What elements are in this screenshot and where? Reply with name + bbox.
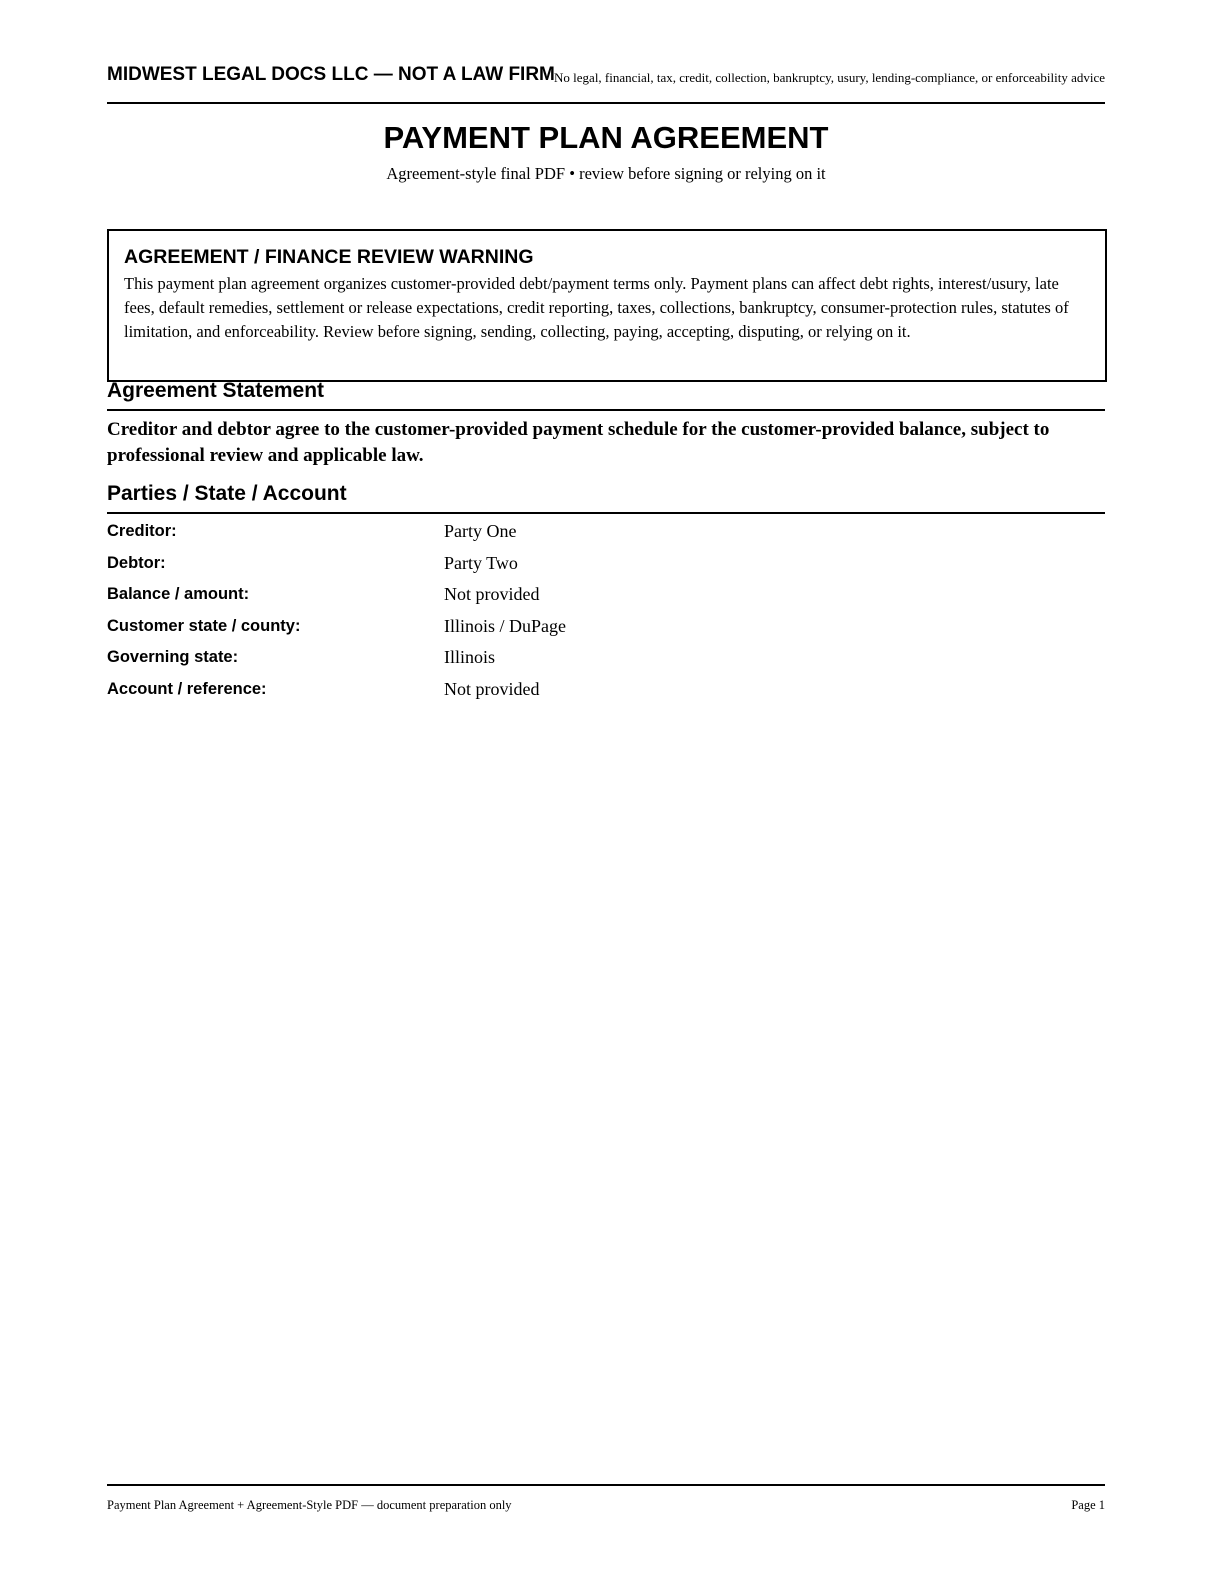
field-value: Illinois — [444, 647, 496, 668]
field-value: Party One — [444, 521, 517, 541]
field-label: Governing state: — [107, 648, 239, 667]
field-label: Customer state / county: — [107, 616, 301, 635]
company-brand: MIDWEST LEGAL DOCS LLC — NOT A LAW FIRM — [107, 64, 555, 85]
warning-title: AGREEMENT / FINANCE REVIEW WARNING — [124, 246, 534, 268]
field-row-customer-state — [107, 615, 1105, 647]
page-number: Page 1 — [1071, 1498, 1105, 1512]
field-value: Not provided — [444, 584, 540, 605]
header-disclaimer: No legal, financial, tax, credit, collection, bankruptcy, usury, lending-compliance, or enforceability advice — [554, 70, 1105, 85]
field-value: Illinois / DuPage — [444, 615, 566, 636]
section-heading-parties: Parties / State / Account — [107, 482, 1105, 514]
field-value: Party Two — [444, 552, 518, 573]
field-row-debtor — [107, 552, 1105, 584]
warning-box — [107, 229, 1107, 382]
page-footer — [107, 1484, 1105, 1516]
agreement-statement-text: Creditor and debtor agree to the customer-provided payment schedule for the customer-provided balance, subject to professional review and applicable law. — [107, 419, 1050, 466]
document-subtitle: Agreement-style final PDF • review before signing or relying on it — [386, 164, 826, 183]
document-title: PAYMENT PLAN AGREEMENT — [383, 120, 829, 155]
warning-body: This payment plan agreement organizes customer-provided debt/payment terms only. Payment plans can affect debt rights, interest/usury, late fees, default remedies, settlement or release expectations, credit reporting, taxes, collections, bankruptcy, consumer-protection rules, statutes of limitation, and enforceability. Review before signing, sending, collecting, paying, accepting, disputing, or relying on it. — [124, 274, 1069, 341]
field-value: Not provided — [444, 678, 540, 699]
field-label: Balance / amount: — [107, 585, 250, 604]
field-label: Creditor: — [107, 522, 177, 540]
parties-table — [107, 520, 1105, 710]
section-heading-agreement-statement: Agreement Statement — [107, 379, 1105, 411]
field-row-governing-state — [107, 646, 1105, 678]
field-row-creditor — [107, 520, 1105, 552]
field-label: Debtor: — [107, 553, 166, 572]
field-label: Account / reference: — [107, 679, 267, 698]
field-row-account — [107, 678, 1105, 710]
footer-note: Payment Plan Agreement + Agreement-Style PDF — document preparation only — [107, 1498, 512, 1512]
field-row-balance — [107, 583, 1105, 615]
page-header — [107, 64, 1105, 104]
